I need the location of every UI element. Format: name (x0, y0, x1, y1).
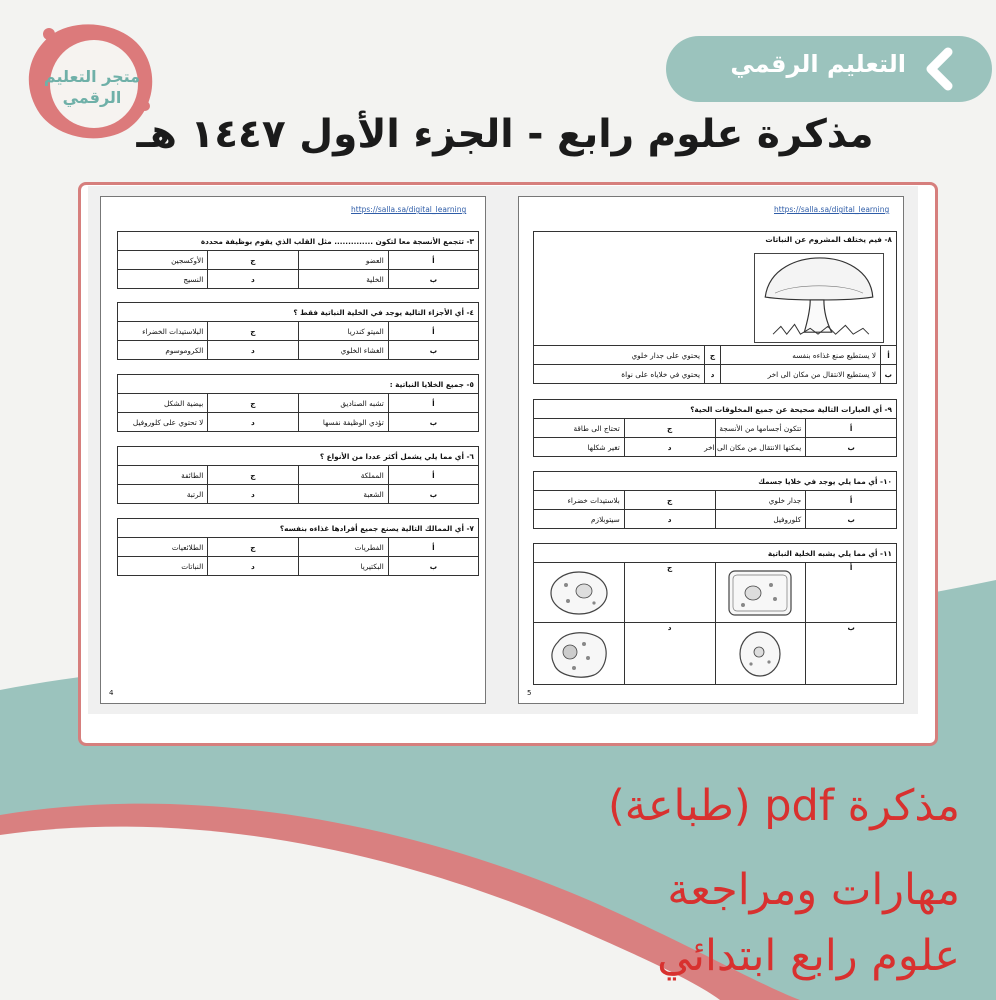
option-c: بلاستيدات خضراء (534, 491, 625, 510)
cell-image (544, 567, 614, 619)
option-a-cell-image (715, 563, 806, 623)
question-text: ٦- أي مما يلي يشمل أكثر عددا من الأنواع ؟ (118, 447, 479, 466)
option-letter: د (624, 438, 715, 457)
option-letter: د (624, 510, 715, 529)
option-d: يحتوي في خلاياه على نواة (534, 365, 705, 384)
option-a: تشبه الصناديق (298, 394, 388, 413)
page-url[interactable]: https://salla.sa/digital_learning (774, 205, 890, 214)
option-b: كلوروفيل (715, 510, 806, 529)
page-number: 5 (527, 689, 532, 697)
option-b: لا يستطيع الانتقال من مكان الى اخر (721, 365, 881, 384)
option-letter: د (624, 623, 715, 685)
option-letter: أ (388, 322, 478, 341)
option-a: الفطريات (298, 538, 388, 557)
option-c: تحتاج الى طاقة (534, 419, 625, 438)
option-b: الخلية (298, 270, 388, 289)
question-text: ٩- أي العبارات التالية صحيحة عن جميع المخلوقات الحية؟ (534, 400, 897, 419)
question-11 (533, 543, 897, 685)
option-letter: أ (388, 394, 478, 413)
option-d: الرتبة (118, 485, 208, 504)
page-url[interactable]: https://salla.sa/digital_learning (351, 205, 467, 214)
option-b: يمكنها الانتقال من مكان الى اخر (715, 438, 806, 457)
option-b: البكتيريا (298, 557, 388, 576)
option-letter: د (208, 270, 298, 289)
option-d: تغير شكلها (534, 438, 625, 457)
option-letter: ب (806, 438, 897, 457)
option-letter: أ (881, 346, 897, 365)
option-letter: أ (388, 466, 478, 485)
question-5 (117, 374, 479, 432)
option-b-cell-image (715, 623, 806, 685)
option-a: المملكة (298, 466, 388, 485)
page-number: 4 (109, 689, 114, 697)
question-10 (533, 471, 897, 529)
promo-line-1: مذكرة pdf (طباعة) (608, 781, 960, 831)
question-text: ٥- جميع الخلايا النباتية : (118, 375, 479, 394)
question-8-options (533, 345, 897, 384)
pill-label: التعليم الرقمي (730, 50, 906, 78)
plant-cell-image (725, 567, 795, 619)
question-4 (117, 302, 479, 360)
option-letter: د (705, 365, 721, 384)
option-letter: ب (388, 413, 478, 432)
option-letter: ب (881, 365, 897, 384)
option-letter: ب (388, 557, 478, 576)
question-6 (117, 446, 479, 504)
question-text: ٨- فيم يختلف المشروم عن النباتات (534, 232, 897, 346)
option-d: النسيج (118, 270, 208, 289)
option-a: تتكون أجسامها من الأنسجة (715, 419, 806, 438)
option-a: لا يستطيع صنع غذاءه بنفسه (721, 346, 881, 365)
option-d: سيتوبلازم (534, 510, 625, 529)
question-text: ٣- تتجمع الأنسجة معا لتكون .............. مثل القلب الذي يقوم بوظيفة محددة (118, 232, 479, 251)
option-letter: أ (806, 491, 897, 510)
option-b: الشعبة (298, 485, 388, 504)
option-d-cell-image (534, 623, 625, 685)
question-text: ٧- أي الممالك التالية يصنع جميع أفرادها غذاءه بنفسه؟ (118, 519, 479, 538)
mushroom-image (754, 253, 884, 343)
option-c: البلاستيدات الخضراء (118, 322, 208, 341)
option-letter: ج (208, 394, 298, 413)
option-letter: ج (705, 346, 721, 365)
cell-image (725, 628, 795, 680)
option-b: الغشاء الخلوي (298, 341, 388, 360)
option-a: العضو (298, 251, 388, 270)
option-d: النباتات (118, 557, 208, 576)
animal-cell-image (544, 628, 614, 680)
question-text: ١٠- أي مما يلي يوجد في خلايا جسمك (534, 472, 897, 491)
option-letter: د (208, 341, 298, 360)
option-c-cell-image (534, 563, 625, 623)
question-3 (117, 231, 479, 289)
option-letter: ب (388, 485, 478, 504)
option-c: يحتوي على جدار خلوي (534, 346, 705, 365)
option-letter: ج (624, 491, 715, 510)
option-c: الطلائعيات (118, 538, 208, 557)
option-letter: أ (806, 563, 897, 623)
option-letter: ج (624, 563, 715, 623)
option-letter: د (208, 485, 298, 504)
promo-line-2: مهارات ومراجعة (667, 865, 960, 915)
option-b: تؤدي الوظيفة نفسها (298, 413, 388, 432)
option-letter: ب (388, 270, 478, 289)
question-text: ١١- أي مما يلي يشبه الخلية النباتية (534, 544, 897, 563)
option-letter: ب (388, 341, 478, 360)
document-page-5 (518, 196, 904, 704)
option-c: الطائفة (118, 466, 208, 485)
option-letter: د (208, 557, 298, 576)
option-d: لا تحتوي على كلوروفيل (118, 413, 208, 432)
option-letter: ج (208, 538, 298, 557)
option-letter: أ (806, 419, 897, 438)
option-letter: ب (806, 510, 897, 529)
option-c: الأوكسجين (118, 251, 208, 270)
question-text: ٤- أي الأجزاء التالية يوجد في الخلية النباتية فقط ؟ (118, 303, 479, 322)
option-letter: أ (388, 251, 478, 270)
option-letter: ج (208, 251, 298, 270)
option-a: الميتو كندريا (298, 322, 388, 341)
document-page-4 (100, 196, 486, 704)
option-d: الكروموسوم (118, 341, 208, 360)
page-title: مذكرة علوم رابع - الجزء الأول ١٤٤٧ هـ (136, 112, 874, 157)
option-a: جدار خلوي (715, 491, 806, 510)
option-letter: ج (624, 419, 715, 438)
question-7 (117, 518, 479, 576)
option-letter: ج (208, 322, 298, 341)
logo-text: متجر التعليم الرقمي (43, 67, 141, 107)
option-letter: أ (388, 538, 478, 557)
option-c: بيضية الشكل (118, 394, 208, 413)
option-letter: د (208, 413, 298, 432)
promo-line-3: علوم رابع ابتدائي (657, 931, 960, 981)
chevron-left-icon[interactable] (918, 46, 964, 92)
option-letter: ب (806, 623, 897, 685)
option-letter: ج (208, 466, 298, 485)
question-9 (533, 399, 897, 457)
